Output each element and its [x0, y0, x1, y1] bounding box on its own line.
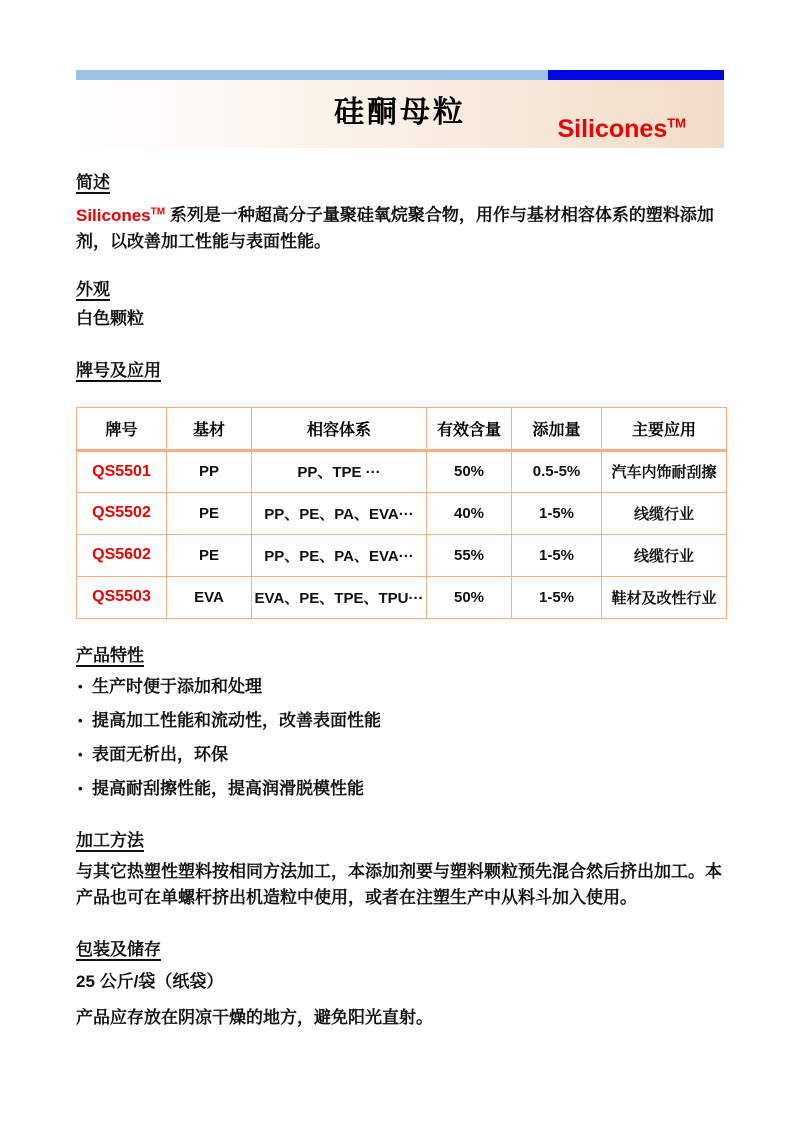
table-row [77, 576, 727, 618]
cell-application: 汽车内饰耐刮擦 [602, 450, 727, 492]
features-heading: 产品特性 [76, 645, 144, 665]
column-header-base: 基材 [167, 407, 252, 450]
section-features [76, 641, 724, 800]
cell-active: 40% [427, 492, 512, 534]
grades-heading: 牌号及应用 [76, 360, 161, 380]
table-header-row [77, 407, 727, 450]
column-header-compat: 相容体系 [252, 407, 427, 450]
packaging-spec-line: 25 公斤/袋（纸袋） [76, 971, 224, 991]
cell-active: 50% [427, 450, 512, 492]
cell-dosage: 1-5% [512, 576, 602, 618]
table-row [77, 534, 727, 576]
page-title: 硅酮母粒 [334, 96, 466, 129]
brand-logo-text: Silicones [557, 115, 668, 143]
overview-paragraph [76, 199, 724, 255]
brand-name-inline-tm: TM [150, 206, 166, 217]
cell-compat: PP、PE、PA、EVA··· [252, 534, 427, 576]
accent-bar-dark-segment [548, 70, 724, 80]
cell-grade-code: QS5502 [77, 492, 167, 534]
cell-base: PE [167, 492, 252, 534]
column-header-grade: 牌号 [77, 407, 167, 450]
storage-instruction-line: 产品应存放在阴凉干燥的地方，避免阳光直射。 [76, 1007, 433, 1027]
feature-list [76, 676, 724, 800]
cell-grade-code: QS5503 [77, 576, 167, 618]
header-accent-bar [76, 70, 724, 80]
cell-compat: PP、TPE ··· [252, 450, 427, 492]
feature-item: • 提高加工性能和流动性，改善表面性能 [76, 710, 724, 732]
column-header-dosage: 添加量 [512, 407, 602, 450]
appearance-heading: 外观 [76, 279, 110, 299]
cell-base: PP [167, 450, 252, 492]
brand-logo [557, 115, 686, 144]
column-header-application: 主要应用 [602, 407, 727, 450]
grades-table [76, 407, 727, 619]
cell-active: 50% [427, 576, 512, 618]
feature-item: • 提高耐刮擦性能，提高润滑脱模性能 [76, 778, 724, 800]
cell-application: 线缆行业 [602, 534, 727, 576]
overview-heading: 简述 [76, 173, 110, 192]
cell-base: PE [167, 534, 252, 576]
title-banner [76, 80, 724, 148]
feature-item: • 表面无析出，环保 [76, 744, 724, 766]
processing-heading: 加工方法 [76, 830, 144, 850]
cell-active: 55% [427, 534, 512, 576]
appearance-value: 白色颗粒 [76, 308, 144, 328]
brand-name-inline [76, 206, 165, 225]
brand-name-inline-text: Silicones [76, 205, 151, 225]
cell-dosage: 1-5% [512, 534, 602, 576]
cell-dosage: 0.5-5% [512, 450, 602, 492]
table-row [77, 450, 727, 492]
overview-body-text: 系列是一种超高分子量聚硅氧烷聚合物，用作与基材相容体系的塑料添加剂，以改善加工性能与表面性能。 [76, 205, 714, 251]
cell-dosage: 1-5% [512, 492, 602, 534]
section-overview [76, 168, 724, 255]
cell-application: 线缆行业 [602, 492, 727, 534]
cell-grade-code: QS5602 [77, 534, 167, 576]
column-header-active: 有效含量 [427, 407, 512, 450]
feature-item: • 生产时便于添加和处理 [76, 676, 724, 698]
accent-bar-light-segment [76, 70, 548, 80]
processing-paragraph: 与其它热塑性塑料按相同方法加工，本添加剂要与塑料颗粒预先混合然后挤出加工。本产品也可在单螺杆挤出机造粒中使用，或者在注塑生产中从料斗加入使用。 [76, 861, 722, 907]
cell-compat: PP、PE、PA、EVA··· [252, 492, 427, 534]
table-row [77, 492, 727, 534]
section-packaging [76, 935, 724, 1032]
packaging-heading: 包装及储存 [76, 939, 161, 959]
cell-base: EVA [167, 576, 252, 618]
cell-application: 鞋材及改性行业 [602, 576, 727, 618]
cell-grade-code: QS5501 [77, 450, 167, 492]
cell-compat: EVA、PE、TPE、TPU··· [252, 576, 427, 618]
section-grades [76, 356, 724, 619]
brand-logo-tm: TM [667, 115, 686, 131]
section-processing [76, 826, 724, 911]
section-appearance [76, 275, 724, 332]
